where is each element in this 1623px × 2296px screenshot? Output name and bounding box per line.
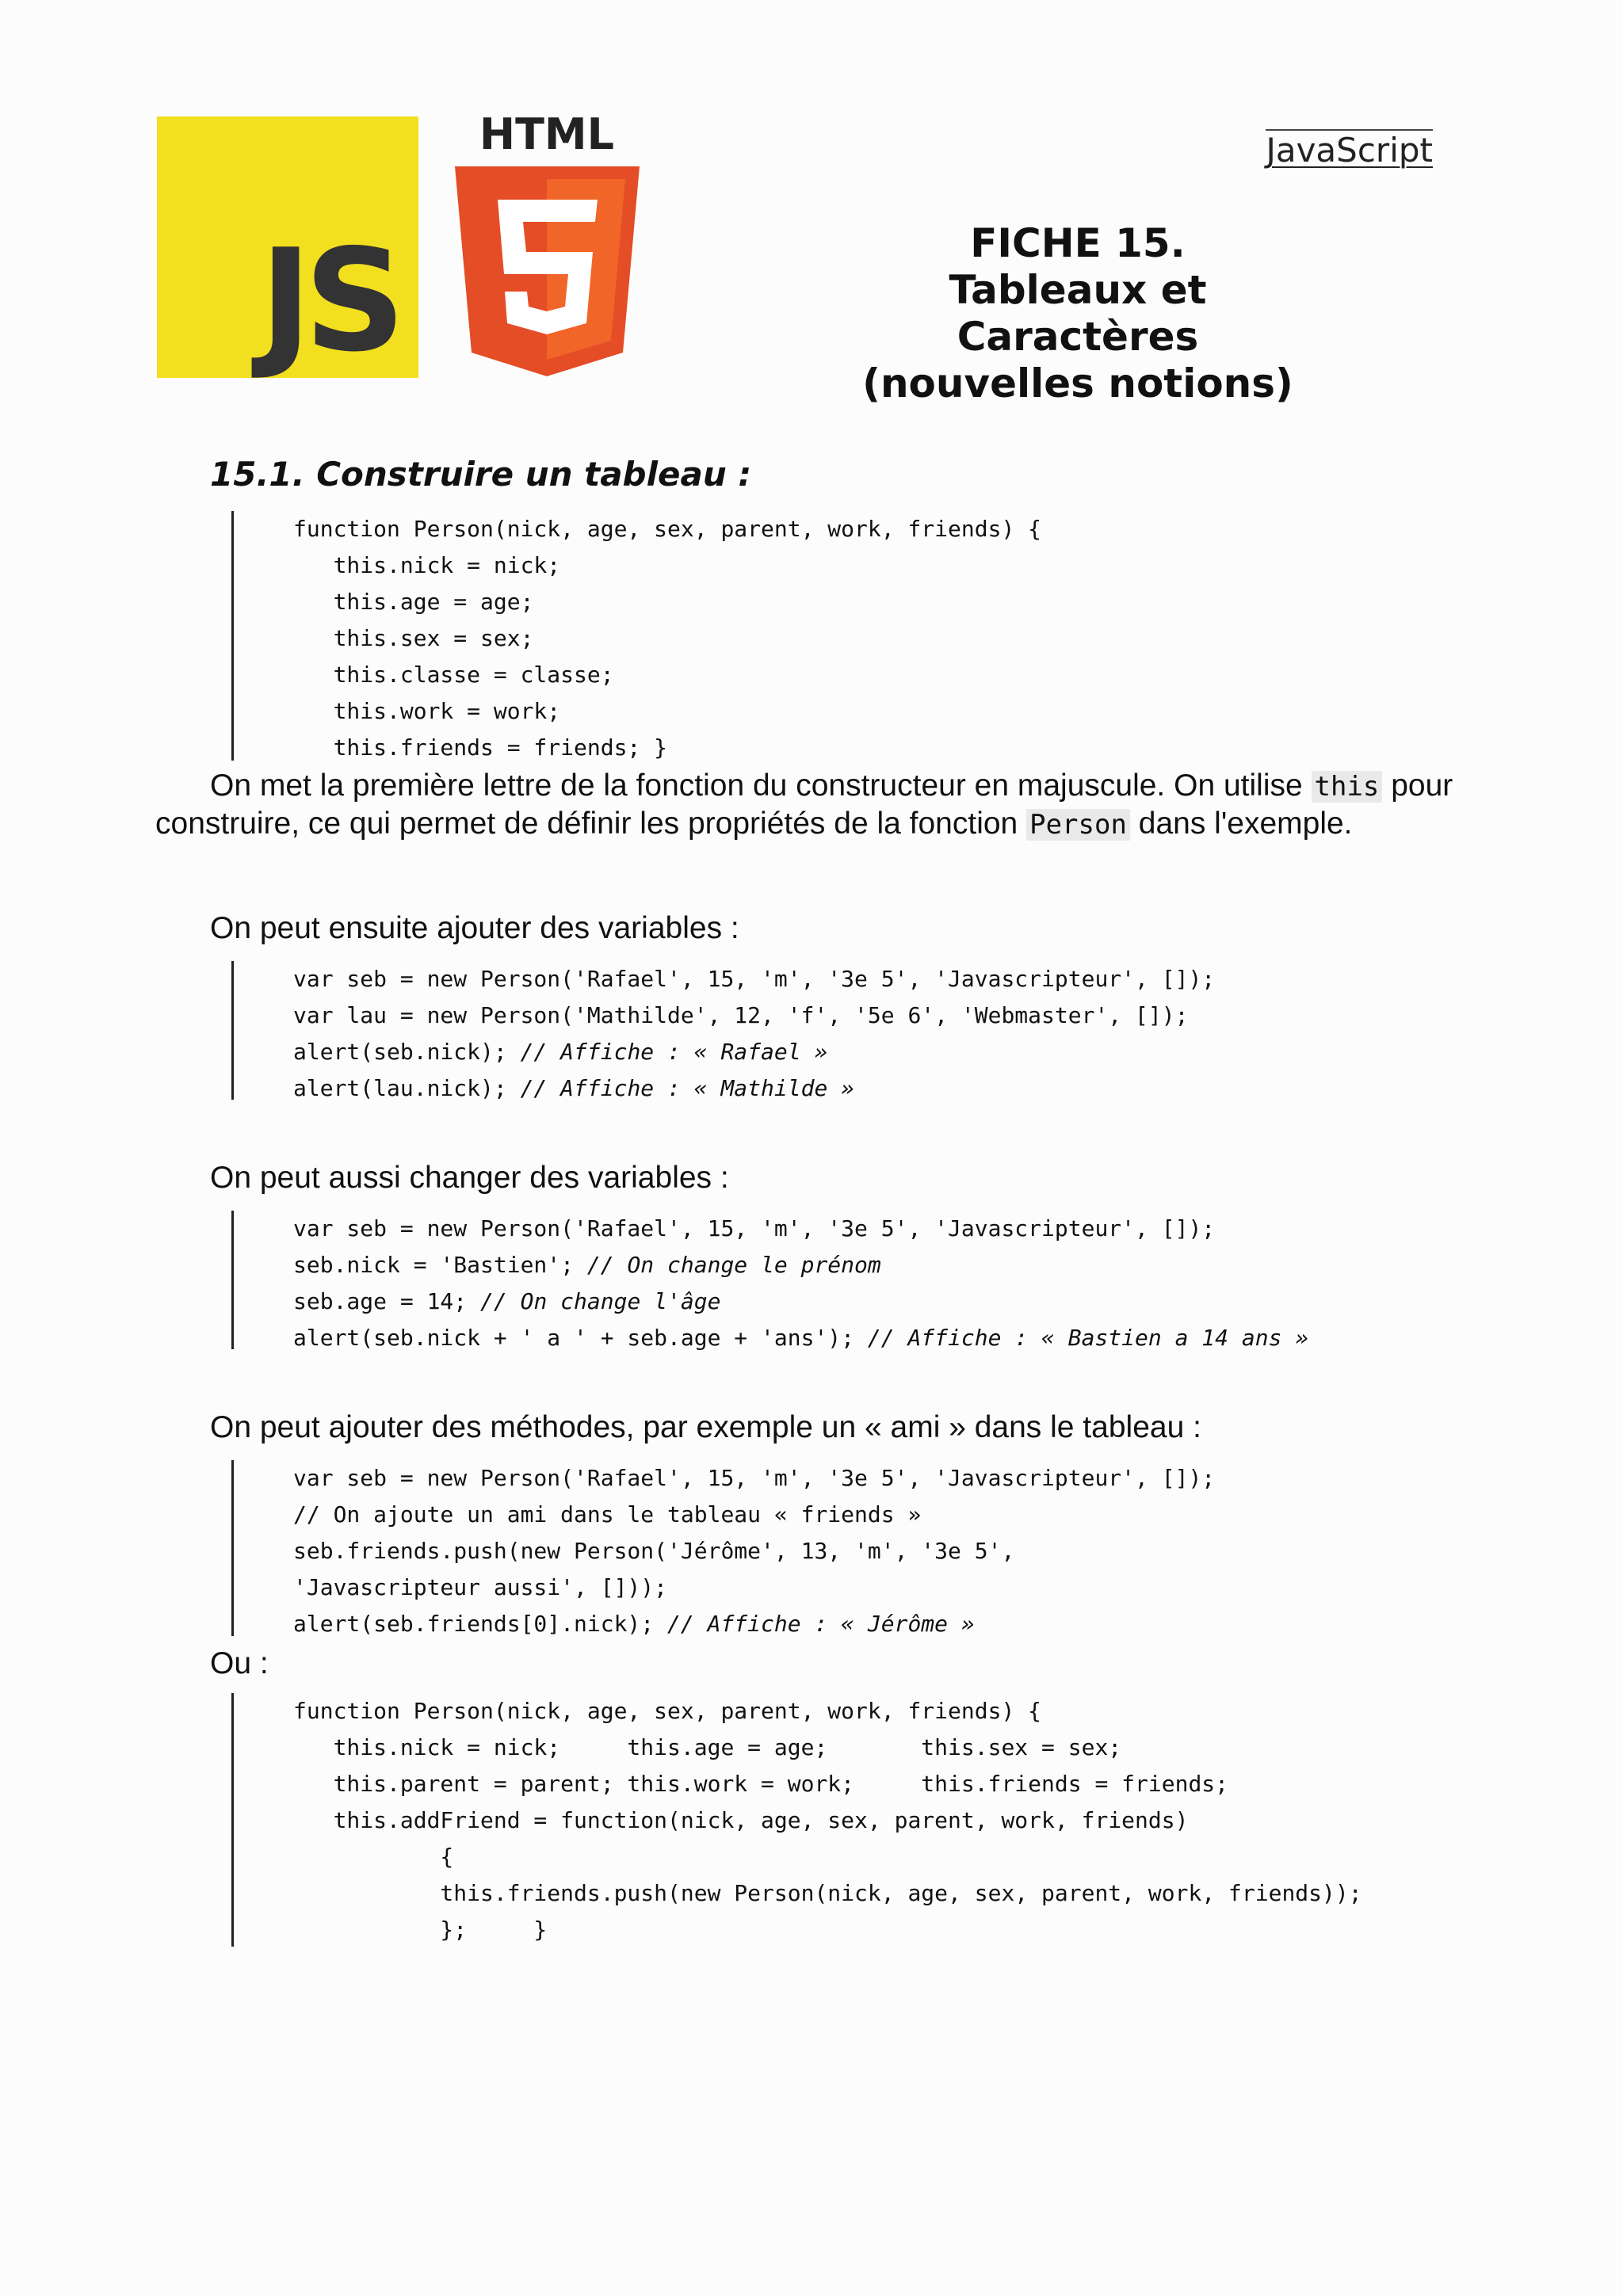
code-line: this.friends.push(new Person(nick, age, sex, parent, work, friends)); (293, 1880, 1362, 1906)
paragraph-explanation-line1 (210, 769, 1453, 803)
code-line: this.sex = sex; (293, 625, 534, 651)
code-block-bar (231, 1460, 234, 1636)
code-text: seb.age = 14; (293, 1288, 481, 1314)
inline-code-person: Person (1026, 809, 1130, 841)
paragraph-text: On met la première lettre de la fonction du constructeur en majuscule. On utilise (210, 769, 1312, 803)
js-logo-text: JS (259, 219, 398, 383)
code-line (293, 1320, 1308, 1356)
subject-label: JavaScript (1266, 131, 1433, 170)
code-line (293, 1283, 1308, 1320)
code-line: function Person(nick, age, sex, parent, work, friends) { (293, 1698, 1042, 1724)
code-line: }; } (293, 1917, 548, 1943)
paragraph-text: dans l'exemple. (1129, 807, 1353, 841)
code-text: alert(seb.nick); (293, 1039, 521, 1065)
code-line: var lau = new Person('Mathilde', 12, 'f', '5e 6', 'Webmaster', []); (293, 1002, 1189, 1028)
code-comment: // Affiche : « Mathilde » (520, 1075, 855, 1101)
code-lines (293, 1211, 1308, 1356)
code-lines (293, 961, 1215, 1107)
code-line: // On ajoute un ami dans le tableau « friends » (293, 1501, 922, 1527)
code-lines (293, 1460, 1215, 1642)
code-line (293, 1247, 1308, 1283)
sheet-subtitle: (nouvelles notions) (862, 360, 1293, 406)
paragraph-add-variables: On peut ensuite ajouter des variables : (210, 911, 739, 945)
code-block-bar (231, 961, 234, 1100)
inline-code-this: this (1312, 771, 1383, 803)
code-text: seb.nick = 'Bastien'; (293, 1252, 587, 1278)
code-line: var seb = new Person('Rafael', 15, 'm', '3e 5', 'Javascripteur', []); (293, 966, 1216, 992)
code-line: this.parent = parent; this.work = work; this.friends = friends; (293, 1771, 1229, 1797)
paragraph-text: pour (1382, 769, 1453, 803)
paragraph-explanation-line2 (155, 807, 1353, 841)
code-line: this.work = work; (293, 698, 561, 724)
paragraph-change-variables: On peut aussi changer des variables : (210, 1161, 729, 1195)
code-lines (293, 511, 1041, 766)
paragraph-add-methods: On peut ajouter des méthodes, par exemple un « ami » dans le tableau : (210, 1410, 1201, 1444)
sheet-title-block (840, 220, 1316, 407)
code-block-bar (231, 1693, 234, 1947)
code-line: this.friends = friends; } (293, 734, 668, 761)
paragraph-or: Ou : (210, 1646, 269, 1680)
code-block-bar (231, 1211, 234, 1349)
code-text: alert(seb.nick + ' a ' + seb.age + 'ans'); (293, 1325, 868, 1351)
code-text: alert(lau.nick); (293, 1075, 521, 1101)
code-block-bar (231, 511, 234, 761)
code-line: function Person(nick, age, sex, parent, work, friends) { (293, 516, 1042, 542)
sheet-number: FICHE 15. (970, 220, 1186, 266)
code-line: this.age = age; (293, 589, 534, 615)
code-line: seb.friends.push(new Person('Jérôme', 13, 'm', '3e 5', (293, 1538, 1015, 1564)
code-comment: // On change le prénom (586, 1252, 881, 1278)
code-comment: // On change l'âge (480, 1288, 721, 1314)
paragraph-text: construire, ce qui permet de définir les propriétés de la fonction (155, 807, 1027, 841)
html5-logo-icon (450, 111, 644, 380)
code-line: { (293, 1844, 454, 1870)
code-comment: // Affiche : « Rafael » (520, 1039, 828, 1065)
code-line (293, 1034, 1215, 1070)
code-line: var seb = new Person('Rafael', 15, 'm', '3e 5', 'Javascripteur', []); (293, 1215, 1216, 1241)
code-line (293, 1070, 1215, 1107)
code-line: 'Javascripteur aussi', [])); (293, 1574, 668, 1600)
code-line: this.nick = nick; this.age = age; this.sex = sex; (293, 1734, 1122, 1760)
code-lines (293, 1693, 1362, 1948)
sheet-title: Tableaux et Caractères (949, 267, 1207, 360)
section-heading: 15.1. Construire un tableau : (210, 455, 752, 494)
code-line: var seb = new Person('Rafael', 15, 'm', '3e 5', 'Javascripteur', []); (293, 1465, 1216, 1491)
code-comment: // Affiche : « Jérôme » (667, 1611, 975, 1637)
javascript-logo (157, 116, 418, 383)
code-line: this.addFriend = function(nick, age, sex, parent, work, friends) (293, 1807, 1189, 1833)
code-line: this.nick = nick; (293, 552, 561, 578)
code-line: this.classe = classe; (293, 662, 614, 688)
html-logo-text: HTML (479, 111, 615, 159)
code-comment: // Affiche : « Bastien a 14 ans » (867, 1325, 1309, 1351)
code-text: alert(seb.friends[0].nick); (293, 1611, 668, 1637)
code-line (293, 1606, 1215, 1642)
